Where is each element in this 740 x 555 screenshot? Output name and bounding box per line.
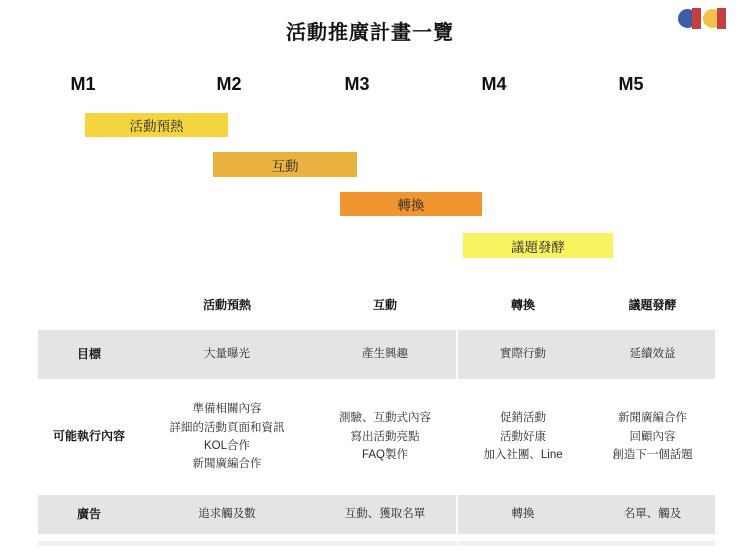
brand-logo — [678, 5, 726, 31]
row-label-execution: 可能執行內容 — [52, 429, 125, 444]
cell-text: 追求觸及數 — [198, 508, 256, 521]
gantt-bar-fermenting: 議題發酵 — [463, 233, 613, 258]
table-header-row — [38, 296, 715, 316]
cell-execution-warmup — [140, 379, 314, 495]
cell-text: 回顧內容 — [629, 430, 676, 443]
month-label-m1: M1 — [70, 74, 96, 94]
cell-execution-convert — [456, 379, 590, 495]
month-label-m4: M4 — [481, 74, 507, 94]
cell-text: 創造下一個話題 — [612, 449, 693, 462]
column-header-fermenting: 議題發酵 — [628, 298, 677, 313]
logo-bar-red-icon — [717, 8, 726, 29]
gantt-bar-engage: 互動 — [213, 152, 357, 177]
cell-text: 名單、觸及 — [623, 508, 682, 521]
cell-text: 產生興趣 — [362, 348, 408, 361]
table-row-ads — [38, 495, 715, 534]
cell-text: 促銷活動 — [500, 412, 546, 425]
page-title: 活動推廣計畫一覽 — [286, 22, 454, 44]
cell-text: 加入社團、Line — [483, 449, 563, 462]
cell-text: 延續效益 — [629, 348, 676, 361]
column-header-warmup: 活動預熱 — [202, 298, 251, 313]
logo-bar-red-icon — [692, 8, 701, 29]
column-header-convert: 轉換 — [510, 298, 535, 313]
cell-text: 互動、獲取名單 — [344, 508, 426, 521]
cell-text: 轉換 — [511, 508, 535, 521]
column-header-engage: 互動 — [372, 298, 397, 313]
table-row-goal — [38, 330, 715, 379]
cell-text: 實際行動 — [500, 348, 546, 361]
cell-text: 寫出活動亮點 — [350, 430, 420, 443]
row-label-goal: 目標 — [76, 346, 101, 361]
cell-text: KOL合作 — [203, 440, 250, 452]
cell-text: 新聞廣編合作 — [618, 412, 687, 425]
cell-text: 活動好康 — [500, 430, 546, 443]
gantt-bar-convert: 轉換 — [340, 192, 482, 216]
cell-execution-engage — [314, 379, 456, 495]
gantt-bar-warmup: 活動預熱 — [85, 113, 228, 137]
row-divider — [456, 541, 458, 546]
cell-execution-fermenting — [590, 379, 715, 495]
row-divider — [456, 495, 458, 534]
cell-text: FAQ製作 — [361, 449, 408, 462]
cell-text: 詳細的活動頁面和資訊 — [169, 421, 285, 434]
row-label-ads: 廣告 — [76, 506, 101, 521]
month-label-m5: M5 — [618, 74, 644, 94]
cell-text: 新聞廣編合作 — [192, 458, 262, 471]
table-header-spacer — [38, 296, 140, 316]
cell-text: 測驗、互動式內容 — [339, 412, 431, 425]
month-label-m3: M3 — [344, 74, 370, 94]
month-label-m2: M2 — [216, 74, 242, 94]
cell-text: 準備相關內容 — [192, 403, 262, 416]
table-row-execution — [38, 379, 715, 495]
next-row-edge — [38, 541, 715, 546]
cell-text: 大量曝光 — [204, 348, 250, 361]
row-divider — [456, 330, 458, 379]
